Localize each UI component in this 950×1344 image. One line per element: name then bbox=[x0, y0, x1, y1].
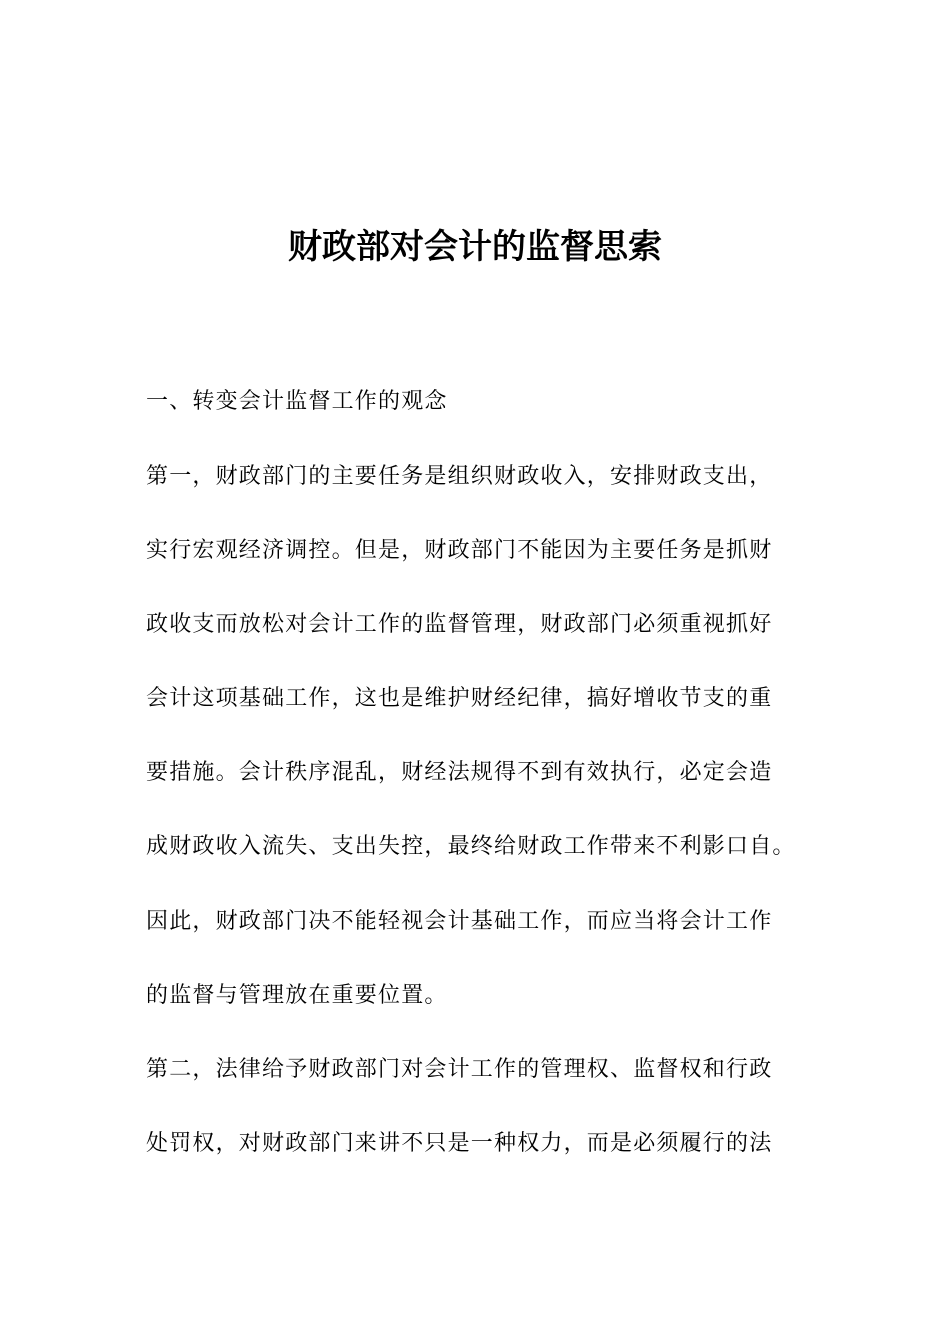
paragraph-line: 成财政收入流失、支出失控，最终给财政工作带来不利影口自。 bbox=[146, 834, 796, 859]
paragraph-line: 因此，财政部门决不能轻视会计基础工作，而应当将会计工作 bbox=[146, 909, 773, 934]
paragraph-line: 第二，法律给予财政部门对会计工作的管理权、监督权和行政 bbox=[146, 1057, 773, 1082]
paragraph-line: 处罚权，对财政部门来讲不只是一种权力，而是必须履行的法 bbox=[146, 1131, 773, 1156]
document-title: 财政部对会计的监督思索 bbox=[288, 227, 662, 267]
paragraph-line: 实行宏观经济调控。但是，财政部门不能因为主要任务是抓财 bbox=[146, 538, 773, 563]
paragraph-line: 政收支而放松对会计工作的监督管理，财政部门必须重视抓好 bbox=[146, 612, 773, 637]
paragraph-line: 会计这项基础工作，这也是维护财经纪律，搞好增收节支的重 bbox=[146, 686, 773, 711]
paragraph-line: 要措施。会计秩序混乱，财经法规得不到有效执行，必定会造 bbox=[146, 760, 773, 785]
paragraph-line: 的监督与管理放在重要位置。 bbox=[146, 983, 448, 1008]
section-heading: 一、转变会计监督工作的观念 bbox=[146, 389, 448, 414]
paragraph-line: 第一，财政部门的主要任务是组织财政收入，安排财政支出， bbox=[146, 464, 773, 489]
